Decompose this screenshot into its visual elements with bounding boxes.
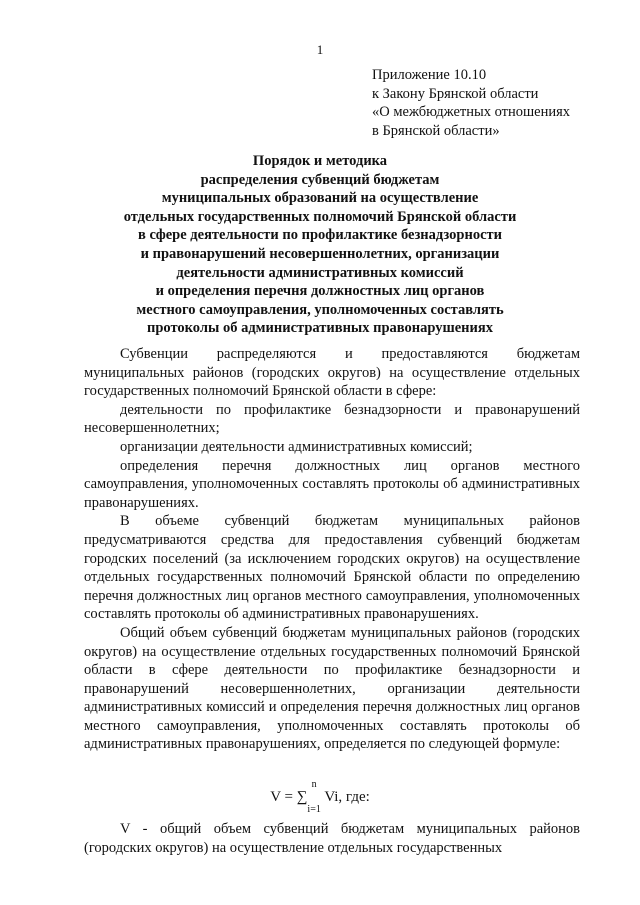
formula xyxy=(0,780,640,815)
appendix-line: Приложение 10.10 xyxy=(372,67,487,83)
appendix-line: в Брянской области» xyxy=(372,122,500,139)
title-line: в сфере деятельности по профилактике безнадзорности xyxy=(138,227,502,244)
body-paragraph: Общий объем субвенций бюджетам муниципальных районов (городских округов) на осуществление отдельных государственных полномочий Брянской области в сфере деятельности по профилактике безнадзорности и правонарушений несовершеннолетних, организации деятельности административных комиссий и определения перечня должностных лиц органов местного самоуправления, уполномоченных составлять протоколы об административных правонарушениях, определяется по следующей формуле: xyxy=(84,624,580,753)
title-line: отдельных государственных полномочий Брянской области xyxy=(123,208,517,225)
sum-lower-limit: i=1 xyxy=(307,804,321,815)
title-line: Порядок и методика xyxy=(252,153,388,169)
title-line: и правонарушений несовершеннолетних, организации xyxy=(140,245,500,262)
sum-upper-limit: n xyxy=(311,779,317,790)
document-body xyxy=(84,345,580,754)
title-line: муниципальных образований на осуществление xyxy=(161,190,479,207)
body-paragraph: определения перечня должностных лиц органов местного самоуправления, уполномоченных составлять протоколы об административных правонарушениях. xyxy=(84,457,580,511)
document-title xyxy=(0,152,640,338)
appendix-line: к Закону Брянской области xyxy=(372,85,539,102)
formula-rhs: Vi, где: xyxy=(320,788,370,805)
body-paragraph: Субвенции распределяются и предоставляются бюджетам муниципальных районов (городских округов) на осуществление отдельных государственных полномочий Брянской области в сфере: xyxy=(84,346,580,400)
appendix-header xyxy=(372,66,570,140)
body-paragraph: деятельности по профилактике безнадзорности и правонарушений несовершеннолетних; xyxy=(84,401,580,437)
appendix-line: «О межбюджетных отношениях xyxy=(372,104,571,121)
body-paragraph: В объеме субвенций бюджетам муниципальных районов предусматриваются средства для предоставления субвенций бюджетам городских поселений (за исключением городских округов) на осуществление отдельных государственных полномочий Брянской области по определению перечня должностных лиц органов местного самоуправления, уполномоченных составлять протоколы об административных правонарушениях. xyxy=(84,513,580,623)
body-paragraph: организации деятельности административных комиссий; xyxy=(120,438,473,455)
sum-limits xyxy=(307,780,320,815)
title-line: местного самоуправления, уполномоченных составлять xyxy=(136,301,504,318)
title-line: распределения субвенций бюджетам xyxy=(200,171,440,188)
title-line: и определения перечня должностных лиц органов xyxy=(155,283,485,300)
body-paragraph: V - общий объем субвенций бюджетам муниципальных районов (городских округов) на осуществление отдельных государственных xyxy=(84,821,580,856)
title-line: протоколы об административных правонарушениях xyxy=(146,320,493,337)
formula-lhs: V = xyxy=(270,788,297,805)
document-body-continued xyxy=(84,820,580,857)
sum-symbol: ∑ xyxy=(296,788,308,805)
title-line: деятельности административных комиссий xyxy=(176,264,464,281)
page-number: 1 xyxy=(316,42,324,57)
